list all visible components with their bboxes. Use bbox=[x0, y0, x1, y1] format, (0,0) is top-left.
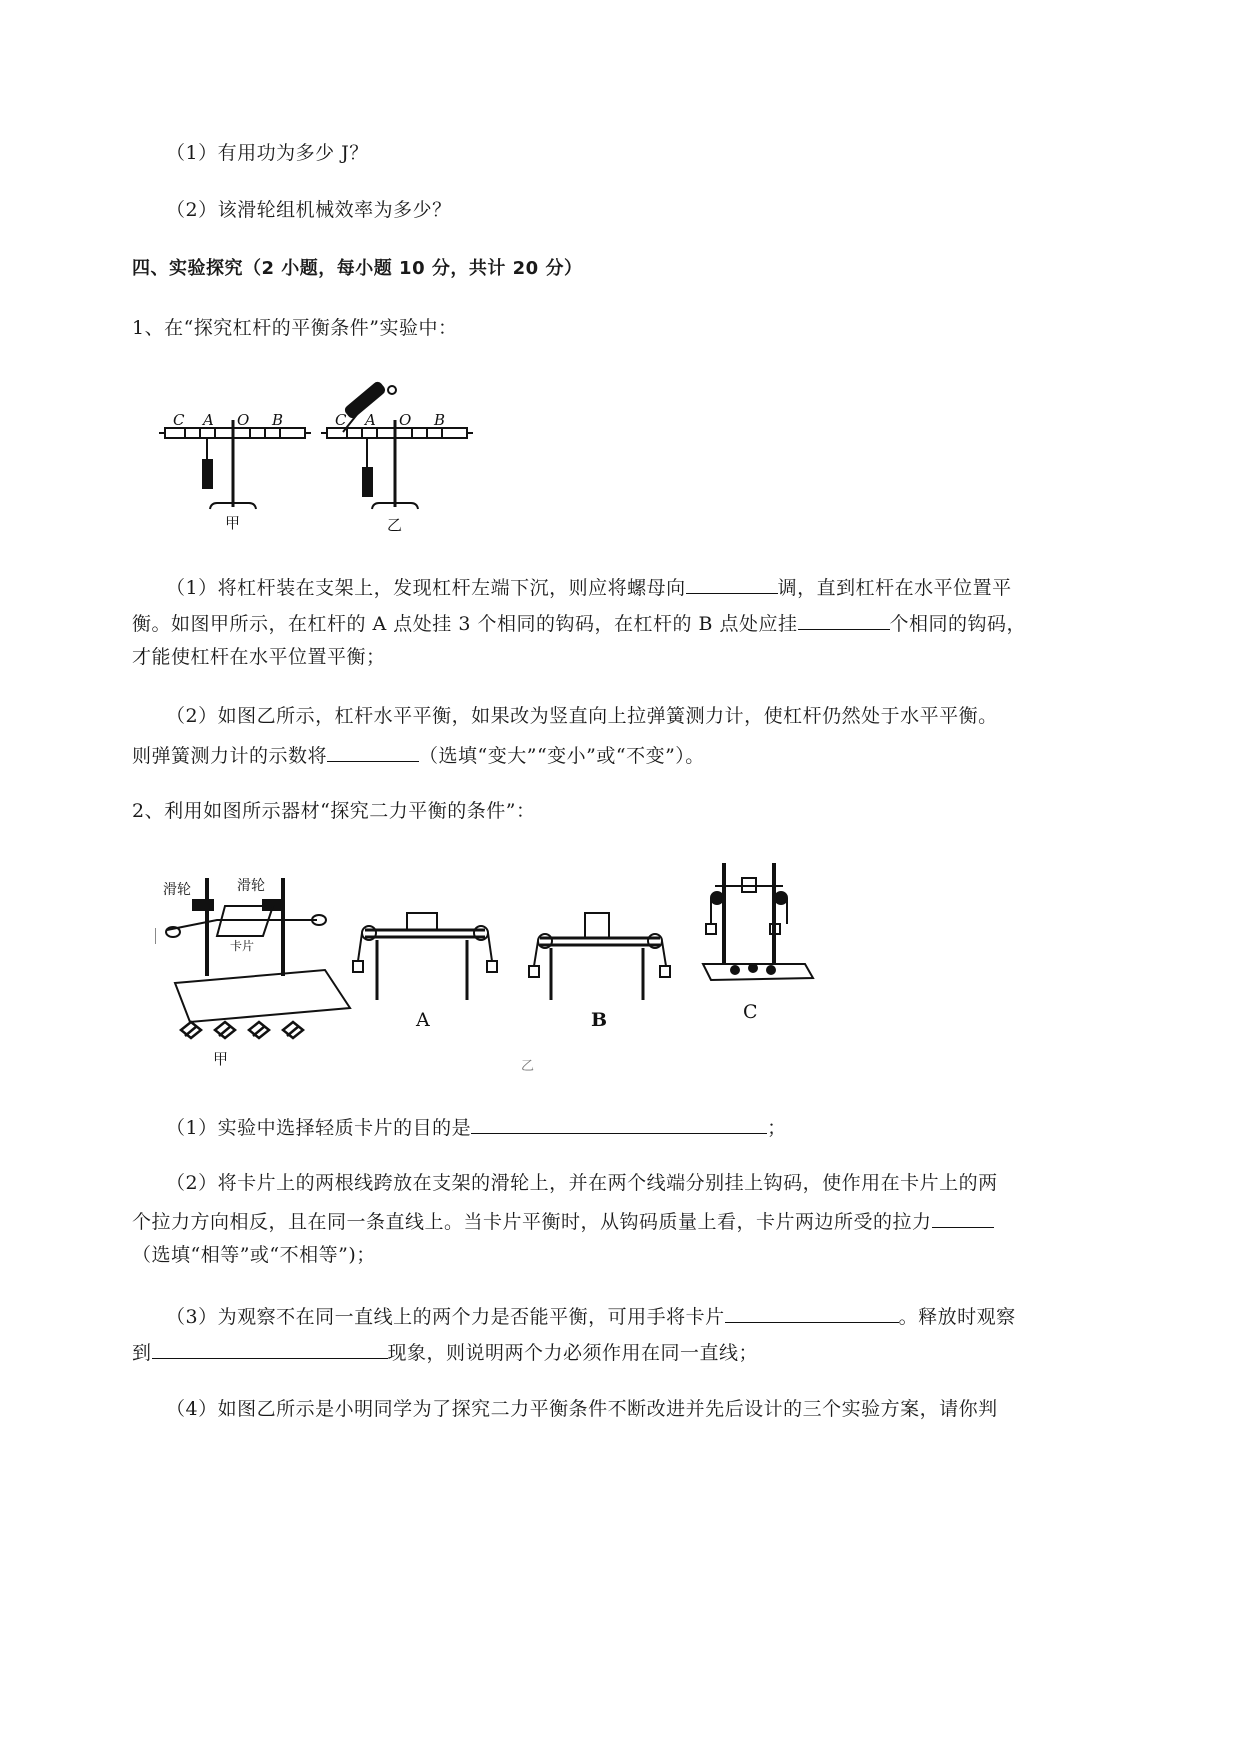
question-2-part-1: （1）实验中选择轻质卡片的目的是 ； bbox=[166, 1113, 787, 1140]
option-label-a: A bbox=[416, 1009, 430, 1031]
question-1-part-2-line-2: 则弹簧测力计的示数将 （选填“变大”“变小”或“不变”）。 bbox=[132, 741, 705, 768]
point-label: O bbox=[399, 411, 412, 429]
answer-blank[interactable] bbox=[686, 573, 778, 594]
point-label: B bbox=[272, 411, 284, 429]
lever-figure bbox=[155, 380, 480, 535]
option-label-c: C bbox=[743, 1001, 758, 1023]
pulley-label: 滑轮 bbox=[163, 882, 191, 898]
point-label: C bbox=[173, 411, 185, 429]
question-1-stem: 1、在“探究杠杆的平衡条件”实验中： bbox=[132, 317, 458, 339]
question-2-part-2-line-3: （选填“相等”或“不相等”)； bbox=[132, 1244, 376, 1266]
section-heading: 四、实验探究（2 小题，每小题 10 分，共计 20 分） bbox=[132, 258, 583, 279]
answer-blank[interactable] bbox=[725, 1302, 899, 1323]
figure-caption-jia: 甲 bbox=[225, 514, 241, 532]
two-force-balance-figure bbox=[155, 858, 815, 1078]
figure-caption-jia: 甲 bbox=[213, 1050, 229, 1068]
point-label: A bbox=[365, 411, 376, 429]
card-label: 卡片 bbox=[230, 939, 255, 953]
question-2-part-2-line-2: 个拉力方向相反，且在同一条直线上。当卡片平衡时，从钩码质量上看，卡片两边所受的拉力 bbox=[132, 1207, 994, 1234]
answer-blank[interactable] bbox=[932, 1207, 994, 1228]
figure-caption-yi: 乙 bbox=[521, 1059, 535, 1074]
answer-blank[interactable] bbox=[471, 1113, 767, 1134]
prev-question-part-2: （2）该滑轮组机械效率为多少？ bbox=[166, 199, 452, 221]
point-label: B bbox=[434, 411, 446, 429]
question-1-part-1-line-1: （1）将杠杆装在支架上，发现杠杆左端下沉，则应将螺母向 调，直到杠杆在水平位置平 bbox=[166, 573, 1012, 600]
answer-blank[interactable] bbox=[152, 1338, 388, 1359]
option-label-b: B bbox=[591, 1009, 608, 1031]
question-2-part-2-line-1: （2）将卡片上的两根线跨放在支架的滑轮上，并在两个线端分别挂上钩码，使作用在卡片上的两 bbox=[166, 1172, 998, 1194]
question-2-part-4-line-1: （4）如图乙所示是小明同学为了探究二力平衡条件不断改进并先后设计的三个实验方案，请你判 bbox=[166, 1398, 998, 1420]
answer-blank[interactable] bbox=[327, 741, 419, 762]
pulley-label: 滑轮 bbox=[237, 878, 265, 894]
question-1-part-1-line-3: 才能使杠杆在水平位置平衡； bbox=[132, 646, 386, 668]
question-1-part-1-line-2: 衡。如图甲所示，在杠杆的 A 点处挂 3 个相同的钩码，在杠杆的 B 点处应挂 个相同的钩码， bbox=[132, 609, 1026, 636]
answer-blank[interactable] bbox=[798, 609, 890, 630]
figure-caption-yi: 乙 bbox=[387, 516, 403, 534]
question-2-stem: 2、利用如图所示器材“探究二力平衡的条件”： bbox=[132, 800, 536, 822]
question-1-part-2-line-1: （2）如图乙所示，杠杆水平平衡，如果改为竖直向上拉弹簧测力计，使杠杆仍然处于水平平衡。 bbox=[166, 705, 998, 727]
point-label: C bbox=[335, 411, 347, 429]
prev-question-part-1: （1）有用功为多少 J？ bbox=[166, 142, 369, 164]
question-2-part-3-line-2: 到 现象，则说明两个力必须作用在同一直线； bbox=[132, 1338, 758, 1365]
point-label: O bbox=[237, 411, 250, 429]
point-label: A bbox=[203, 411, 214, 429]
question-2-part-3-line-1: （3）为观察不在同一直线上的两个力是否能平衡，可用手将卡片 。释放时观察 bbox=[166, 1302, 1016, 1329]
